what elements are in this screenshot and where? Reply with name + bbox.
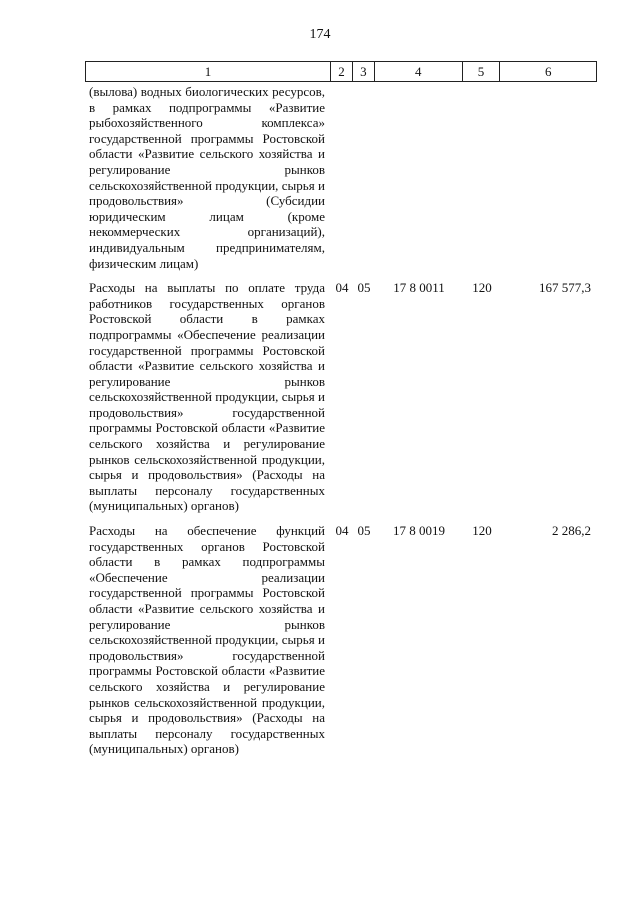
row-description: Расходы на выплаты по оплате труда работников государственных органов Ростовской области в рамках подпрограммы «Обеспечение реализации государственной программы Ростовской области «Развитие сельского хозяйства и регулирование рынков сельскохозяйственной продукции, сырья и продовольствия» государственной программы Ростовской области «Развитие сельского хозяйства и регулирование рынков сельскохозяйственной продукции, сырья и продовольствия» (Расходы на выплаты персоналу государственных (муниципальных) органов) bbox=[89, 280, 325, 514]
row-amount bbox=[501, 82, 597, 271]
row-amount: 2 286,2 bbox=[552, 523, 591, 539]
budget-table-body bbox=[85, 82, 597, 757]
header-col-2: 2 bbox=[331, 62, 353, 81]
row-target-article: 17 8 0011 bbox=[393, 280, 445, 296]
header-col-3: 3 bbox=[353, 62, 375, 81]
row-expense-type bbox=[463, 82, 501, 271]
header-col-5: 5 bbox=[463, 62, 501, 81]
row-subsection: 05 bbox=[357, 523, 371, 539]
row-section bbox=[331, 82, 353, 271]
row-description: Расходы на обеспечение функций государственных органов Ростовской области в рамках подпрограммы «Обеспечение реализации государственной программы Ростовской области «Развитие сельского хозяйства и регулирование рынков сельскохозяйственной продукции, сырья и продовольствия» государственной программы Ростовской области «Развитие сельского хозяйства и регулирование рынков сельскохозяйственной продукции, сырья и продовольствия» (Расходы на выплаты персоналу государственных (муниципальных) органов) bbox=[89, 523, 325, 757]
table-header bbox=[85, 61, 597, 82]
header-col-1: 1 bbox=[86, 62, 331, 81]
row-expense-type: 120 bbox=[472, 280, 492, 296]
header-col-4: 4 bbox=[375, 62, 463, 81]
table-row bbox=[85, 280, 597, 514]
header-col-6: 6 bbox=[544, 63, 552, 79]
row-subsection bbox=[353, 82, 375, 271]
row-target-article bbox=[375, 82, 463, 271]
row-section: 04 bbox=[335, 280, 349, 296]
table-row bbox=[85, 82, 597, 271]
row-section: 04 bbox=[335, 523, 349, 539]
row-description: (вылова) водных биологических ресурсов, в рамках подпрограммы «Развитие рыбохозяйственного комплекса» государственной программы Ростовской области «Развитие сельского хозяйства и регулирование рынков сельскохозяйственной продукции, сырья и продовольствия» (Субсидии юридическим лицам (кроме некоммерческих организаций), индивидуальным предпринимателям, физическим лицам) bbox=[89, 84, 325, 271]
row-subsection: 05 bbox=[357, 280, 371, 296]
row-amount: 167 577,3 bbox=[539, 280, 591, 296]
row-expense-type: 120 bbox=[472, 523, 492, 539]
table-row bbox=[85, 523, 597, 757]
page-number: 174 bbox=[309, 27, 331, 42]
row-target-article: 17 8 0019 bbox=[393, 523, 445, 539]
